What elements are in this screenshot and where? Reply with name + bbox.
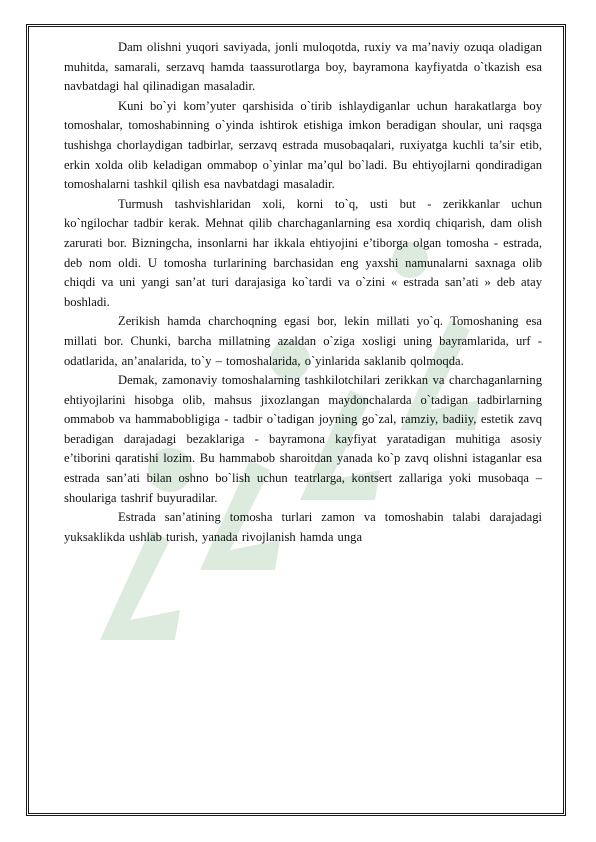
paragraph-5: Demak, zamonaviy tomoshalarning tashkilotchilari zerikkan va charchaganlarning ehtiyojlarini hisobga olib, mahsus jixozlangan maydonchalarda o`tadigan tadbirlarning ommabob va hammabobligiga - tadbir o`tadigan joyning go`zal, ramziy, badiiy, estetik zavq beradigan darajadagi bezaklariga - bayramona kayfiyat yaratadigan muhitiga asosiy e’tiborini qaratishi lozim. Bu hammabob sharoitdan yanada ko`p zavq olishni istaganlar esa estrada san’ati bilan oshno bo`lish uchun teatrlarga, kontsert zallariga yoki musobaqa – shoulariga tashrif buyuradilar. <box>64 373 542 505</box>
paragraph-3: Turmush tashvishlaridan xoli, korni to`q, usti but - zerikkanlar uchun ko`ngilochar tadbir kerak. Mehnat qilib charchaganlarning esa xordiq chiqarish, dam olish zarurati bor. Bizningcha, insonlarni har ikkala ehtiyojini e’tiborga olgan tomosha - estrada, deb nom oldi. U tomosha turlarining barchasidan eng yaxshi namunalarni saxnaga olib chiqdi va uni yangi san’at turi darajasiga ko`tardi va o`zini « estrada san’ati » deb atay boshladi. <box>64 196 542 309</box>
paragraph-1: Dam olishni yuqori saviyada, jonli muloqotda, ruxiy va ma’naviy ozuqa oladigan muhitda, samarali, serzavq hamda taassurotlarga boy, bayramona kayfiyatda o`tkazish esa navbatdagi hal qilinadigan masaladir. <box>64 40 542 94</box>
paragraph-4: Zerikish hamda charchoqning egasi bor, lekin millati yo`q. Tomoshaning esa millati bor. Chunki, barcha millatning azaldan o`ziga xosligi uning bayramlarida, urf - odatlarida, an’analarida, to`y – tomoshalarida, o`yinlarida saklanib qolmoqda. <box>64 314 542 368</box>
paragraph-2: Kuni bo`yi kom’yuter qarshisida o`tirib ishlaydiganlar uchun harakatlarga boy tomoshalar, tomoshabinning o`yinda ishtirok etishiga imkon beradigan shoular, uni raqsga tushishga chorlaydigan tadbirlar, serzavq estrada musobaqalari, ruxiyatga kuchli ta’sir etib, erkin xolda olib keladigan ommabop o`yinlar ma’qul bo`ladi. Bu ehtiyojlarni qondiradigan tomoshalarni tashkil qilish esa navbatdagi masaladir. <box>64 98 542 192</box>
paragraph-6: Estrada san’atining tomosha turlari zamon va tomoshabin talabi darajadagi yuksaklikda ushlab turish, yanada rivojlanish hamda unga <box>64 510 542 544</box>
document-body <box>64 38 542 547</box>
